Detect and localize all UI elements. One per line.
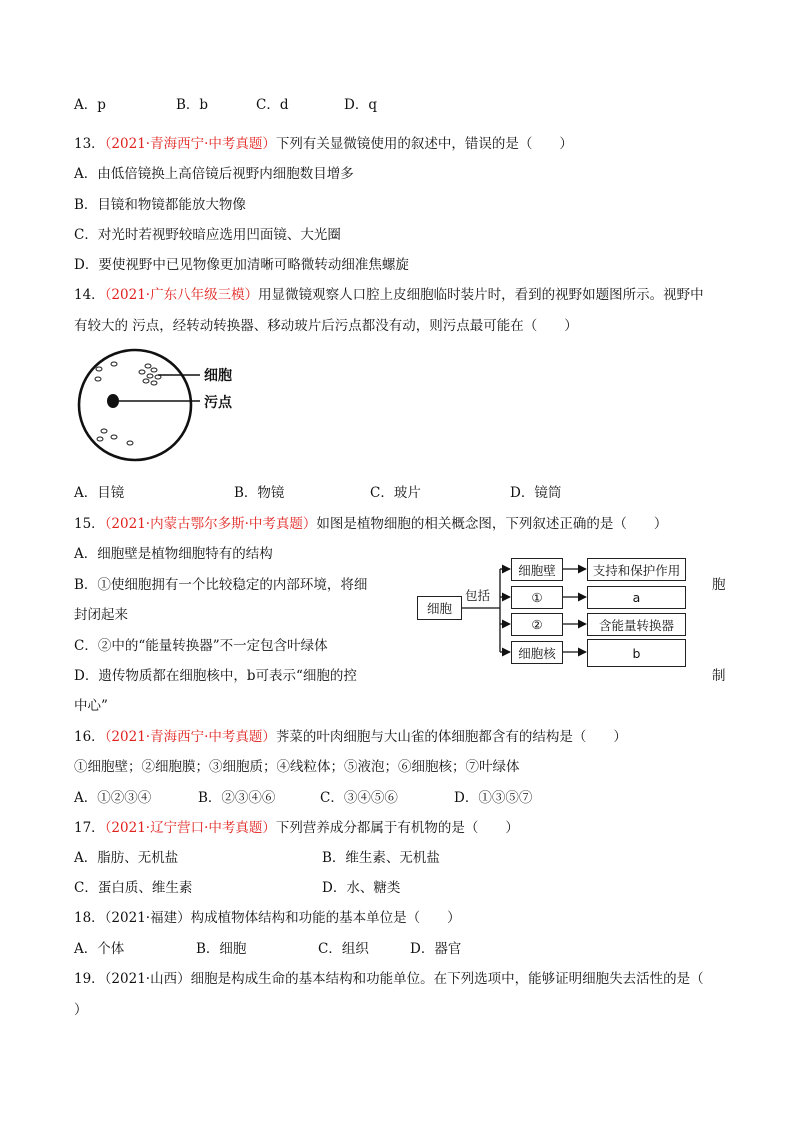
q15-stem bbox=[74, 514, 667, 534]
q14-option-c: C．玻片 bbox=[370, 485, 421, 501]
q13-option-d: D．要使视野中已见物像更加清晰可略微转动细准焦螺旋 bbox=[74, 257, 409, 273]
q19-stem-line1: 19．（2021·山西）细胞是构成生命的基本结构和功能单位。在下列选项中，能够证明细胞失去活性的是（ bbox=[74, 971, 704, 987]
q13-option-a: A．由低倍镜换上高倍镜后视野内细胞数目增多 bbox=[74, 166, 354, 182]
q16-structure-list: ①细胞壁；②细胞膜；③细胞质；④线粒体；⑤液泡；⑥细胞核；⑦叶绿体 bbox=[74, 759, 520, 775]
diagram-part-2: ② bbox=[511, 613, 563, 636]
q15-option-d-tail: 制 bbox=[712, 668, 726, 684]
q17-stem bbox=[74, 818, 519, 838]
diagram-function-b: b bbox=[587, 639, 686, 667]
q13-stem bbox=[74, 134, 573, 154]
q15-option-c: C．②中的“能量转换器”不一定包含叶绿体 bbox=[74, 638, 328, 654]
dirt-spot bbox=[107, 394, 119, 408]
q17-text: 下列营养成分都属于有机物的是（ ） bbox=[275, 820, 519, 836]
q15-option-b-tail: 胞 bbox=[712, 577, 726, 593]
q15-option-b-line1: B．①使细胞拥有一个比较稳定的内部环境，将细 bbox=[74, 577, 368, 593]
q18-option-d: D．器官 bbox=[410, 941, 462, 957]
q18-option-a: A．个体 bbox=[74, 941, 125, 957]
q16-source: （2021·青海西宁·中考真题） bbox=[104, 729, 276, 745]
diagram-function-a: a bbox=[587, 586, 686, 609]
cell-label: 细胞 bbox=[204, 368, 232, 384]
diagram-connector-label: 包括 bbox=[465, 588, 491, 603]
field-of-view-circle bbox=[79, 350, 191, 460]
q12-option-a: A．p bbox=[74, 97, 106, 113]
q16-option-d: D．①③⑤⑦ bbox=[454, 790, 533, 806]
q12-option-c: C．d bbox=[256, 97, 289, 113]
q12-option-d: D．q bbox=[344, 97, 377, 113]
q13-source: （2021·青海西宁·中考真题） bbox=[104, 136, 276, 152]
q14-number: 14． bbox=[74, 287, 105, 303]
q16-stem bbox=[74, 727, 627, 747]
q16-text: 荠菜的叶肉细胞与大山雀的体细胞都含有的结构是（ ） bbox=[275, 729, 627, 745]
q16-option-c: C．③④⑤⑥ bbox=[320, 790, 398, 806]
q13-option-b: B．目镜和物镜都能放大物像 bbox=[74, 197, 246, 213]
q17-number: 17． bbox=[74, 820, 105, 836]
q16-number: 16． bbox=[74, 729, 105, 745]
q17-source: （2021·辽宁营口·中考真题） bbox=[104, 820, 276, 836]
q14-text-2: 有较大的 污点，经转动转换器、移动玻片后污点都没有动，则污点最可能在（ ） bbox=[74, 318, 578, 334]
q14-option-b: B．物镜 bbox=[234, 485, 285, 501]
q13-option-c: C．对光时若视野较暗应选用凹面镜、大光圈 bbox=[74, 227, 341, 243]
spot-label: 污点 bbox=[204, 395, 232, 411]
cell-cluster bbox=[95, 362, 161, 445]
q15-option-d-line1: D．遗传物质都在细胞核中，b可表示“细胞的控 bbox=[74, 668, 357, 684]
q15-text: 如图是植物细胞的相关概念图，下列叙述正确的是（ ） bbox=[316, 516, 668, 532]
q14-option-d: D．镜筒 bbox=[510, 485, 562, 501]
q19-stem-line2: ） bbox=[74, 1002, 88, 1018]
q12-option-b: B．b bbox=[176, 97, 209, 113]
q13-text: 下列有关显微镜使用的叙述中，错误的是（ ） bbox=[275, 136, 573, 152]
q18-option-b: B．细胞 bbox=[196, 941, 247, 957]
q17-option-c: C．蛋白质、维生素 bbox=[74, 880, 193, 896]
q15-option-b-line2: 封闭起来 bbox=[74, 607, 128, 623]
q16-option-a: A．①②③④ bbox=[74, 790, 152, 806]
q16-option-b: B．②③④⑥ bbox=[198, 790, 276, 806]
q17-option-b: B．维生素、无机盐 bbox=[322, 850, 440, 866]
q13-number: 13． bbox=[74, 136, 105, 152]
diagram-root-cell: 细胞 bbox=[417, 596, 462, 620]
diagram-part-1: ① bbox=[511, 586, 563, 609]
q15-option-d-line2: 中心” bbox=[74, 698, 108, 714]
q14-stem bbox=[74, 285, 704, 305]
q14-option-a: A．目镜 bbox=[74, 485, 125, 501]
q15-option-a: A．细胞壁是植物细胞特有的结构 bbox=[74, 546, 273, 562]
diagram-function-energy: 含能量转换器 bbox=[587, 613, 686, 636]
q14-text-1: 用显微镜观察人口腔上皮细胞临时装片时，看到的视野如题图所示。视野中 bbox=[258, 287, 704, 303]
q15-number: 15． bbox=[74, 516, 105, 532]
q18-stem: 18．（2021·福建）构成植物体结构和功能的基本单位是（ ） bbox=[74, 910, 461, 926]
q17-option-a: A．脂肪、无机盐 bbox=[74, 850, 179, 866]
q18-option-c: C．组织 bbox=[318, 941, 369, 957]
q17-option-d: D．水、糖类 bbox=[322, 880, 401, 896]
q14-source: （2021·广东八年级三模） bbox=[104, 287, 259, 303]
q15-source: （2021·内蒙古鄂尔多斯·中考真题） bbox=[104, 516, 317, 532]
q14-microscope-field-figure bbox=[70, 345, 270, 470]
diagram-part-cell-wall: 细胞壁 bbox=[511, 558, 563, 581]
diagram-function-support: 支持和保护作用 bbox=[587, 558, 686, 581]
diagram-part-nucleus: 细胞核 bbox=[511, 641, 563, 664]
